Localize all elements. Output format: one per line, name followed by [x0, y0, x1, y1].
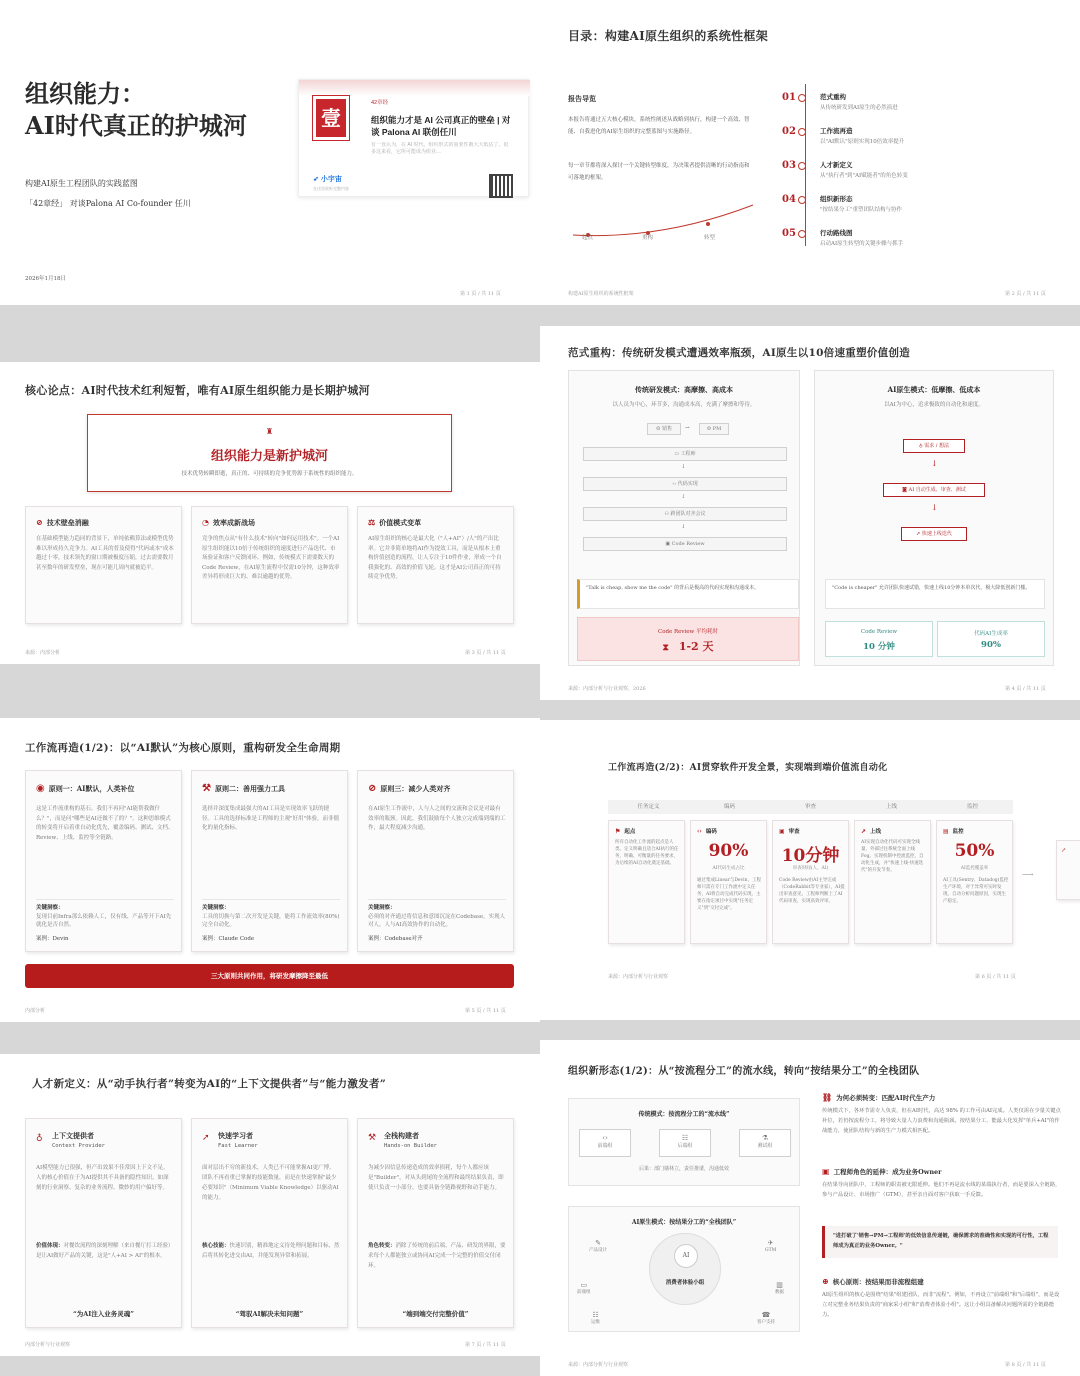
node-label: 运维: [591, 1320, 600, 1325]
card-tech-barrier: [25, 506, 182, 624]
card-text: 所有自动化工作流的起点是人类。定义明确且适合AI执行的任务，明确、可衡量的任务要求，为后续的AI自动化奠定基础。: [615, 840, 679, 866]
pin-icon: ◉: [36, 783, 45, 794]
platform-icon: ➶: [313, 176, 319, 183]
slide-core-thesis: [0, 362, 540, 664]
scale-icon: ⚖: [368, 517, 376, 527]
ai-step-generate: [883, 483, 985, 497]
rocket-icon: ➚: [916, 531, 921, 537]
cover-title-line1: 组织能力：: [25, 79, 145, 108]
stage-label: 编码: [723, 804, 735, 810]
node-label: GTM: [765, 1248, 777, 1253]
card-text: AI实现自动化代码可实现全线量、外部过往系统全面上线Fog。实现机制中控流监控，自动化生成，并"快速上线-快速迭代"的开发节奏。: [861, 840, 924, 873]
page-number: 第 5 页 / 共 11 页: [465, 1008, 506, 1014]
review-icon: ▣: [665, 541, 671, 547]
arrow-right-icon: ⟶: [1022, 870, 1034, 879]
card-text: Code Review由AI主导完成（CodeRabbit等专业家），AI提出审查意见，工程师判断上了AI代码审查，实现高效评审。: [779, 878, 845, 904]
curve-label-3: 转型: [704, 235, 716, 241]
case-text: 案例：Claude Code: [202, 936, 255, 942]
step-label: Code Review: [671, 541, 705, 547]
stage-card-coding: [690, 820, 767, 944]
mute-people-icon: ⊘: [368, 783, 377, 794]
cover-subtitle: 构建AI原生工程团队的实践蓝图: [25, 179, 138, 188]
cover-source: 「42章经」 对谈Palona AI Co-founder 任川: [25, 199, 191, 208]
card-text: 在AI原生工作流中，人与人之间的交流和会议是对最有效率的瓶颈。因此，我们鼓励每个人独立完成端到端的工作，最大程度减少沟通。: [368, 806, 506, 831]
cover-date: 2026年1月18日: [25, 276, 66, 282]
ai-native-sub: 以AI为中心，追求极致的自动化和速度。: [884, 402, 984, 408]
node-gtm: [765, 1239, 776, 1255]
ai-step-label: AI 自动生成、审查、测试: [908, 487, 966, 493]
ai-step-idea: [903, 439, 965, 453]
principle-card-2: [191, 770, 348, 952]
principle-card-1: [25, 770, 182, 952]
arrow-down-icon: ↓: [681, 494, 686, 500]
cover-title-line2: AI时代真正的护城河: [25, 111, 247, 140]
slide-workflow-2: [540, 720, 1080, 1020]
curve-label-2: 重构: [642, 235, 654, 241]
arrow-down-icon: ↓: [931, 459, 938, 468]
card-text: 为减少因信息传递造成的效率损耗，每个人都应该是"Builder"，对从头到尾的全流程和最终结果负责，即使只负责一小部分，也要具备全链路视野和动手能力。: [368, 1165, 504, 1191]
stage-card-review: [772, 820, 849, 944]
team-box-frontend: [579, 1129, 631, 1157]
stat-code-review: [825, 621, 933, 657]
step-label: 代码实现: [677, 481, 698, 487]
toc-dot: [798, 230, 806, 238]
principles-banner: 三大原则共同作用，将研发摩擦降至最低: [25, 964, 514, 988]
slide-toc: [540, 0, 1080, 305]
toc-dot: [798, 196, 806, 204]
rocket-icon: ➚: [861, 828, 867, 835]
toc-item-title: 人才新定义: [820, 161, 853, 169]
card-text: AI原生组织的核心是最大化（"人+AI"）/人"的产出比率。它并非简单地将AI作为提效工具，而是从根本上重构价值创造的流程，让人专注于10件作业，形成一个自我强化的、高效的价值飞轮。这才是AI公司真正的可持续竞争优势。: [368, 536, 502, 580]
card-text: 通过集成Linear与Devin，工程师只需在专门工作流中定义任务，AI将自动完成代码实现，主要在指定项目中实现"任务定义"到"交付完成"。: [697, 878, 761, 911]
card-text: 选择并深度集成最强大的AI工具是实现效率飞跃的捷径。工具的选择标准是工程师的主观"好用"体验，而非僵化的量化指标。: [202, 806, 340, 831]
step-meeting: [583, 507, 787, 521]
ai-native-quote: "Code is cheaper" 允许团队快速试错，快速上线10分钟本单次代，极大降低创新门槛。: [825, 579, 1045, 609]
toc-num: 01: [782, 92, 796, 103]
card-subtitle-en: Fast Learner: [218, 1143, 258, 1149]
traditional-sub: 以人员为中心，环节多，沟通成本高，充满了摩擦和等待。: [612, 402, 756, 408]
insight-label: 关键洞察：: [202, 905, 230, 911]
stat-value: 1-2 天: [678, 640, 714, 653]
toc-dot: [798, 162, 806, 170]
code-icon: ‹›: [672, 481, 677, 487]
traditional-panel: [568, 370, 800, 666]
value-label: 核心技能：: [202, 1243, 230, 1249]
stage-card-define: [608, 820, 685, 944]
stat-ai-code-rate: [937, 621, 1045, 657]
stat-label: AI代码生成占比: [712, 866, 745, 871]
team-box-backend: [659, 1129, 711, 1157]
monitor-icon: ▤: [943, 828, 949, 835]
curve-label-1: 起点: [582, 235, 594, 241]
stage-label: 监控: [966, 804, 978, 810]
screen-icon: ▭: [580, 1281, 588, 1289]
ai-core-icon: AI: [674, 1244, 698, 1268]
test-icon: ⚗: [761, 1134, 769, 1142]
card-title: 审查: [788, 829, 800, 835]
toc-dot: [798, 128, 806, 136]
divider: [202, 899, 340, 900]
footer-source: 来源：内部分析与行业观察: [608, 974, 669, 980]
value-label: 价值体现：: [36, 1243, 64, 1249]
card-title: 监控: [952, 829, 964, 835]
step-engineer: [583, 447, 787, 461]
card-text: 竞争的焦点从"有什么技术"转向"如何运用技术"。一个AI原生组织能以10倍于传统组织的速度进行产品迭代、市场验证和客户反馈闭环。例如，传统模式下需要数天的Code Review，在AI原生流程中仅需10分钟，这种效率差异将形成巨大的、难以逾越的优势。: [202, 536, 340, 580]
arrow-down-icon: ↓: [681, 464, 686, 470]
workflow2-title: 工作流再造(2/2)：AI贯穿软件开发全景，实现端到端价值流自动化: [608, 763, 888, 773]
toc-item-title: 范式重构: [820, 93, 846, 101]
card-quote: “端到端交付完整价值”: [402, 1310, 469, 1318]
principle-card-3: [357, 770, 514, 952]
review-icon: ▣: [779, 828, 785, 835]
toc-num: 04: [782, 194, 796, 205]
toc-item-desc: 启动AI原生转型的关键步骤与抓手: [820, 241, 904, 247]
org-title: 组织新形态(1/2)：从“按流程分工”的流水线，转向“按结果分工”的全栈团队: [568, 1066, 920, 1077]
card-title: 技术壁垒消融: [46, 518, 89, 527]
card-title: 价值模式变革: [379, 518, 422, 527]
castle-icon: ♜: [265, 427, 274, 436]
podcast-card[interactable]: [298, 79, 529, 197]
user-icon: ☺: [655, 426, 661, 432]
database-icon: ☷: [681, 1134, 689, 1142]
stat-label: 审查时间(人、AI): [792, 866, 829, 871]
card-title: 原则二：善用强力工具: [214, 784, 285, 793]
footer-source: 内部分析: [25, 1008, 46, 1014]
talent-card-builder: [357, 1118, 514, 1328]
node-label: 数据: [775, 1290, 784, 1295]
headset-icon: ☎: [761, 1311, 771, 1319]
card-title: 上线: [870, 829, 882, 835]
stage-label: 上线: [885, 804, 897, 810]
code-review-time-stat: [577, 617, 799, 661]
talent-card-learner: [191, 1118, 348, 1328]
insight-text: 复现目前Infra那么依赖人工，仅有线、产品等开下AI先就化是否自然。: [36, 914, 172, 928]
card-text: AI模型能力已很强，但产出效果不佳常因上下文不足。人的核心价值在于为AI提供其不具备的隐性知识，如深刻的行业洞察、复杂的业务流程、微妙的用户偏好等。: [36, 1165, 169, 1191]
role-pm: [699, 423, 729, 435]
stage-card-launch: [854, 820, 931, 944]
card-title: 起点: [624, 829, 636, 835]
team-box-testing: [739, 1129, 791, 1157]
card-subtitle-en: Context Provider: [52, 1143, 105, 1149]
design-icon: ✎: [595, 1239, 601, 1247]
platform-label: [313, 174, 342, 184]
toc-item-title: 工作流再造: [820, 127, 853, 135]
talent-title: 人才新定义：从“动手执行者”转变为AI的“上下文提供者”与“能力激发者”: [32, 1078, 387, 1090]
podcast-snippet: 有一直认为，在 AI 时代，组织形式的重要性被大大低估了。很多这来看，它所可能成为组业…: [371, 142, 509, 155]
thesis-callout: [87, 414, 452, 492]
guide-paragraph-1: 本报告将通过五大核心模块，系统性阐述从战略到执行，构建一个高效、智能、自我进化的AI原生组织的完整蓝图与实施路径。: [568, 117, 750, 135]
stage-label: 任务定义: [637, 804, 660, 810]
page-number: 第 2 页 / 共 11 页: [1005, 291, 1046, 297]
podcast-tag: 42章经: [371, 100, 389, 106]
user-icon: ☺: [706, 426, 712, 432]
chart-icon: ▥: [776, 1281, 783, 1289]
center-team-label: 消费者体验小组: [665, 1280, 705, 1286]
card-value-model: [357, 506, 514, 624]
insight-text: 工具的切换与第二次开发是关键，能将工作流效率(80%)完全自动化。: [202, 914, 340, 928]
page-number: 第 8 页 / 共 11 页: [1005, 1362, 1046, 1368]
ai-native-panel: [814, 370, 1054, 666]
stat-value: 50%: [954, 841, 995, 861]
toc-item-desc: 从传统研发到AI原生的必然演进: [820, 105, 898, 111]
stat-label: AI监控覆盖率: [960, 866, 989, 871]
robot-icon: ◙: [902, 487, 908, 493]
card-text: AI工具(Sentry、Datadog)监控生产环境，对于异常可实时发现，自动分析问题原因，实现生产稳定。: [943, 878, 1009, 904]
card-text: 面对层出不穷的新技术，人类已不可能掌握AI更广博。团队不再看重已掌握的技能数量，而是在快速掌握"最少必要知识"（Minimum Viable Knowledge）以驱动AI的能力。: [202, 1165, 339, 1201]
platform-sub: 在这里收听完整内容: [313, 186, 349, 191]
node-label: 客户支持: [757, 1320, 775, 1325]
toc-item-desc: 以"AI默认"原则实现10倍效率提升: [820, 139, 905, 145]
value-text: 快速识别，精准地定义待处理问题和目标，然后将其转化进交由AI，并能发现异常和拓展。: [202, 1243, 340, 1259]
stat-label: Code Review 平均耗时: [657, 629, 719, 635]
page-number: 第 1 页 / 共 11 页: [460, 291, 501, 297]
tools-icon: ⚒: [368, 1133, 377, 1143]
server-icon: ☷: [592, 1311, 599, 1319]
card-title: 全栈构建者: [384, 1131, 419, 1140]
section-text: 传统模式下，各环节需专人负责，但在AI时代，高达 98% 的工作可由AI完成。人类仅需在少量关键点补位，若仍按流程分工，将导致大量人力浪费和沟通瓶颈。按结果分工，能最大化发挥"单兵+AI"的作战能力，使团队结构与新的生产力模式相匹配。: [822, 1108, 1061, 1134]
tools-icon: ⚒: [202, 783, 211, 794]
card-title: 原则一：AI默认，人类补位: [48, 784, 135, 793]
node-support: [757, 1311, 775, 1327]
step-coding: [583, 477, 787, 491]
code-icon: ‹›: [602, 1134, 608, 1142]
stat-label: Code Review: [860, 629, 898, 635]
slide-org-form: [540, 1040, 1080, 1376]
flag-icon: ⚑: [615, 828, 621, 835]
card-text: 在基础模型能力趋同的背景下，单纯依赖算法或模型优势难以形成持久竞争力。AI工具的普及使得"代码或本"成本越过十零，技术领先的窗口期被极度压缩，过去需要数月甚至数年的研发壁垒，现在可能几周内就被追平。: [36, 536, 174, 571]
team-label: 前端组: [597, 1143, 613, 1149]
footer-note: 构建AI原生组织的系统性框架: [568, 291, 634, 297]
qr-code-icon: [489, 174, 513, 198]
role-label: PM: [712, 426, 722, 432]
step-code-review: [583, 537, 787, 551]
arrow-right-icon: →: [685, 425, 690, 431]
stage-label: 审查: [804, 804, 816, 810]
growth-curve-chart: [568, 200, 758, 248]
panel-note: 后果：部门墙林立，责任推诿，沟通低效: [638, 1166, 729, 1172]
value-label: 角色转变：: [368, 1243, 396, 1249]
rocket-icon: ➚: [202, 1133, 210, 1143]
stat-value: 90%: [708, 841, 749, 861]
stat-value: 90%: [981, 640, 1001, 650]
page-number: 第 3 页 / 共 11 页: [465, 650, 506, 656]
case-text: 案例：Devin: [36, 936, 69, 942]
section-heading: 工程师角色的延伸：成为业务Owner: [833, 1168, 942, 1176]
gauge-icon: ◔: [202, 517, 209, 527]
megaphone-icon: ✈: [767, 1239, 774, 1247]
workflow1-title: 工作流再造(1/2)：以“AI默认”为核心原则，重构研发全生命周期: [25, 742, 341, 754]
ai-org-panel: [568, 1206, 800, 1332]
stage-card-overflow: [1056, 840, 1080, 900]
team-label: 测试组: [757, 1143, 773, 1149]
thesis-title: 核心论点：AI时代技术红利短暂，唯有AI原生组织能力是长期护城河: [25, 384, 370, 397]
toc-dot: [798, 94, 806, 102]
trend-icon: ↗: [1061, 847, 1067, 854]
callout-title: 组织能力是新护城河: [210, 449, 328, 464]
role-sales: [647, 423, 681, 435]
guide-paragraph-2: 每一章节都将深入探讨一个关键转型维度，为决策者提供清晰的行动指南和可落地的框架。: [568, 163, 750, 181]
node-ops: [591, 1311, 600, 1327]
ai-step-label: 快速上线迭代: [921, 531, 952, 537]
card-title: 编码: [705, 829, 717, 835]
ai-step-launch: [901, 527, 967, 541]
stat-value: 10 分钟: [863, 642, 895, 652]
node-label: 产品设计: [589, 1248, 607, 1253]
panel-heading: 传统模式：按流程分工的“流水线”: [638, 1111, 730, 1118]
stat-label: 代码AI生成率: [974, 631, 1008, 637]
podcast-logo: 壹: [313, 96, 349, 140]
step-label: 工程师: [680, 451, 696, 457]
footer-source: 内部分析与行业观察: [25, 1342, 71, 1348]
arrow-down-icon: ↓: [681, 524, 686, 530]
toc-num: 03: [782, 160, 796, 171]
team-icon: ⚇: [664, 511, 669, 517]
team-label: 后端组: [677, 1143, 693, 1149]
callout-subtitle: 技术优势转瞬即逝，真正的、可持续的竞争优势源于系统性的组织能力。: [181, 471, 358, 477]
traditional-quote: "Talk is cheap, show me the code" 的背后是极高的代码实现和沟通成本。: [577, 579, 799, 609]
section-heading: 核心原则：按结果而非流程组建: [832, 1278, 924, 1286]
section-heading: 为何必须转变：匹配AI时代生产力: [836, 1094, 936, 1102]
card-quote: “驾驭AI解决未知问题”: [235, 1310, 304, 1318]
page-number: 第 6 页 / 共 11 页: [975, 974, 1016, 980]
card-efficiency: [191, 506, 348, 624]
toc-title: 目录：构建AI原生组织的系统性框架: [568, 29, 769, 43]
divider: [36, 899, 174, 900]
card-quote: “为AI注入业务灵魂”: [72, 1310, 135, 1318]
page-number: 第 7 页 / 共 11 页: [465, 1342, 506, 1348]
hourglass-icon: ⧗: [662, 643, 669, 653]
stage-bar: [608, 800, 1013, 814]
ai-native-heading: AI原生模式：低摩擦、低成本: [887, 385, 981, 394]
value-text: 对餐饮流程的深刻理解（来自餐厅打工经验）是让AI做好产品的关键，这是"人+AI > AI"的根本。: [36, 1243, 174, 1259]
insight-label: 关键洞察：: [36, 905, 64, 911]
slide-workflow-1: [0, 718, 540, 1022]
node-design: [589, 1239, 607, 1255]
traditional-org-panel: [568, 1098, 800, 1186]
step-label: 跨团队对齐会议: [670, 511, 706, 517]
paradigm-title: 范式重构：传统研发模式遭遇效率瓶颈，AI原生以10倍速重塑价值创造: [568, 347, 911, 359]
footer-source: 来源：内部分析: [25, 650, 61, 656]
card-title: 效率成新战场: [212, 518, 255, 527]
footer-source: 来源：内部分析与行业观察，2026: [568, 686, 646, 692]
toc-num: 05: [782, 228, 796, 239]
card-text: 这是工作流重构的基石。我们不再问"AI能帮我做什么？"，而是问"哪些是AI还做不了的？"。这种思维模式的转变将开启着重自动化优先，覆盖编码、测试、文档、Review、上线、监控等全链路。: [36, 806, 174, 841]
stat-value-row: [578, 638, 798, 654]
role-label: 销售: [662, 426, 673, 432]
toc-item-desc: "按结果分工"重塑团队结构与协作: [820, 207, 903, 213]
node-data: [775, 1281, 784, 1297]
platform-name: 小宇宙: [320, 176, 342, 183]
center-team-circle: [649, 1233, 721, 1305]
node-label: 前端组: [577, 1290, 591, 1295]
podcast-headline: 组织能力才是 AI 公司真正的壁垒 | 对谈 Palona AI 联创任川: [371, 115, 511, 137]
stage-card-monitor: [936, 820, 1013, 944]
card-title: 原则三：减少人类对齐: [380, 784, 451, 793]
insight-text: 必须的对齐通过将信息和意图沉淀在Codebase，实现人对人，人与AI高效协作的自动化。: [368, 914, 506, 928]
value-text: 消除了传统的前后端、产品、研发的界限，要求每个人都能独立或协同AI完成一个完整的价值交付闭环。: [368, 1243, 506, 1269]
org-quote: "进打破了'销售→PM→工程师'的低效信息传递链，确保需求的准确性和实现的可行性，工程师成为真正的业务Owner。": [822, 1226, 1058, 1258]
traditional-heading: 传统研发模式：高摩擦、高成本: [635, 385, 733, 394]
code-icon: ‹›: [697, 828, 702, 835]
toc-item-desc: 从"执行者"到"AI赋能者"的角色转变: [820, 173, 908, 179]
section-text: 在结果导向团队中，工程师的职责被无限延伸。他们不再是流水线的某端执行者，而是要深入全链路，参与产品设计、市场推广（GTM），甚至亲自面对客户获取一手反馈。: [822, 1182, 1061, 1198]
toc-item-title: 行动路线图: [820, 229, 853, 237]
card-title: 上下文提供者: [52, 1131, 94, 1140]
curve-point-end: [706, 222, 710, 226]
target-icon: ⊕: [822, 1276, 829, 1286]
slide-cover: [0, 0, 540, 305]
divider: [368, 899, 506, 900]
talent-card-context: [25, 1118, 182, 1328]
panel-heading: AI原生模式：按结果分工的“全栈团队”: [631, 1219, 737, 1226]
no-barrier-icon: ⊘: [36, 517, 43, 527]
page-number: 第 4 页 / 共 11 页: [1005, 686, 1046, 692]
insight-label: 关键洞察：: [368, 905, 396, 911]
footer-source: 来源：内部分析与行业观察: [568, 1362, 629, 1368]
section-text: AI原生组织的核心是围绕"结果"组建团队，而非"流程"。例如，不再设立"前端组"和"后端组"，而是设立对完整业务结果负责的"商家采小组"和"消费者体验小组"。这让小组具备解决问题所需的全链路能力。: [822, 1292, 1060, 1318]
card-title: 快速学习者: [218, 1131, 253, 1140]
bulb-icon: ♁: [918, 443, 923, 449]
id-card-icon: ▣: [822, 1166, 830, 1176]
toc-item-title: 组织新形态: [820, 195, 853, 203]
ai-step-label: 需求 / 想法: [924, 443, 950, 449]
node-frontend: [577, 1281, 591, 1297]
arrow-down-icon: ↓: [931, 503, 938, 512]
laptop-icon: ▭: [674, 451, 680, 457]
stat-value: 10分钟: [781, 846, 840, 866]
link-icon: ⛓: [822, 1092, 833, 1102]
toc-num: 02: [782, 126, 796, 137]
card-subtitle-en: Hands-on Builder: [384, 1143, 437, 1149]
lightbulb-icon: ♁: [36, 1133, 43, 1143]
slide-talent: [0, 1054, 540, 1356]
slide-paradigm: [540, 326, 1080, 700]
case-text: 案例：Codebase对齐: [368, 936, 423, 942]
guide-title: 报告导览: [568, 94, 596, 103]
